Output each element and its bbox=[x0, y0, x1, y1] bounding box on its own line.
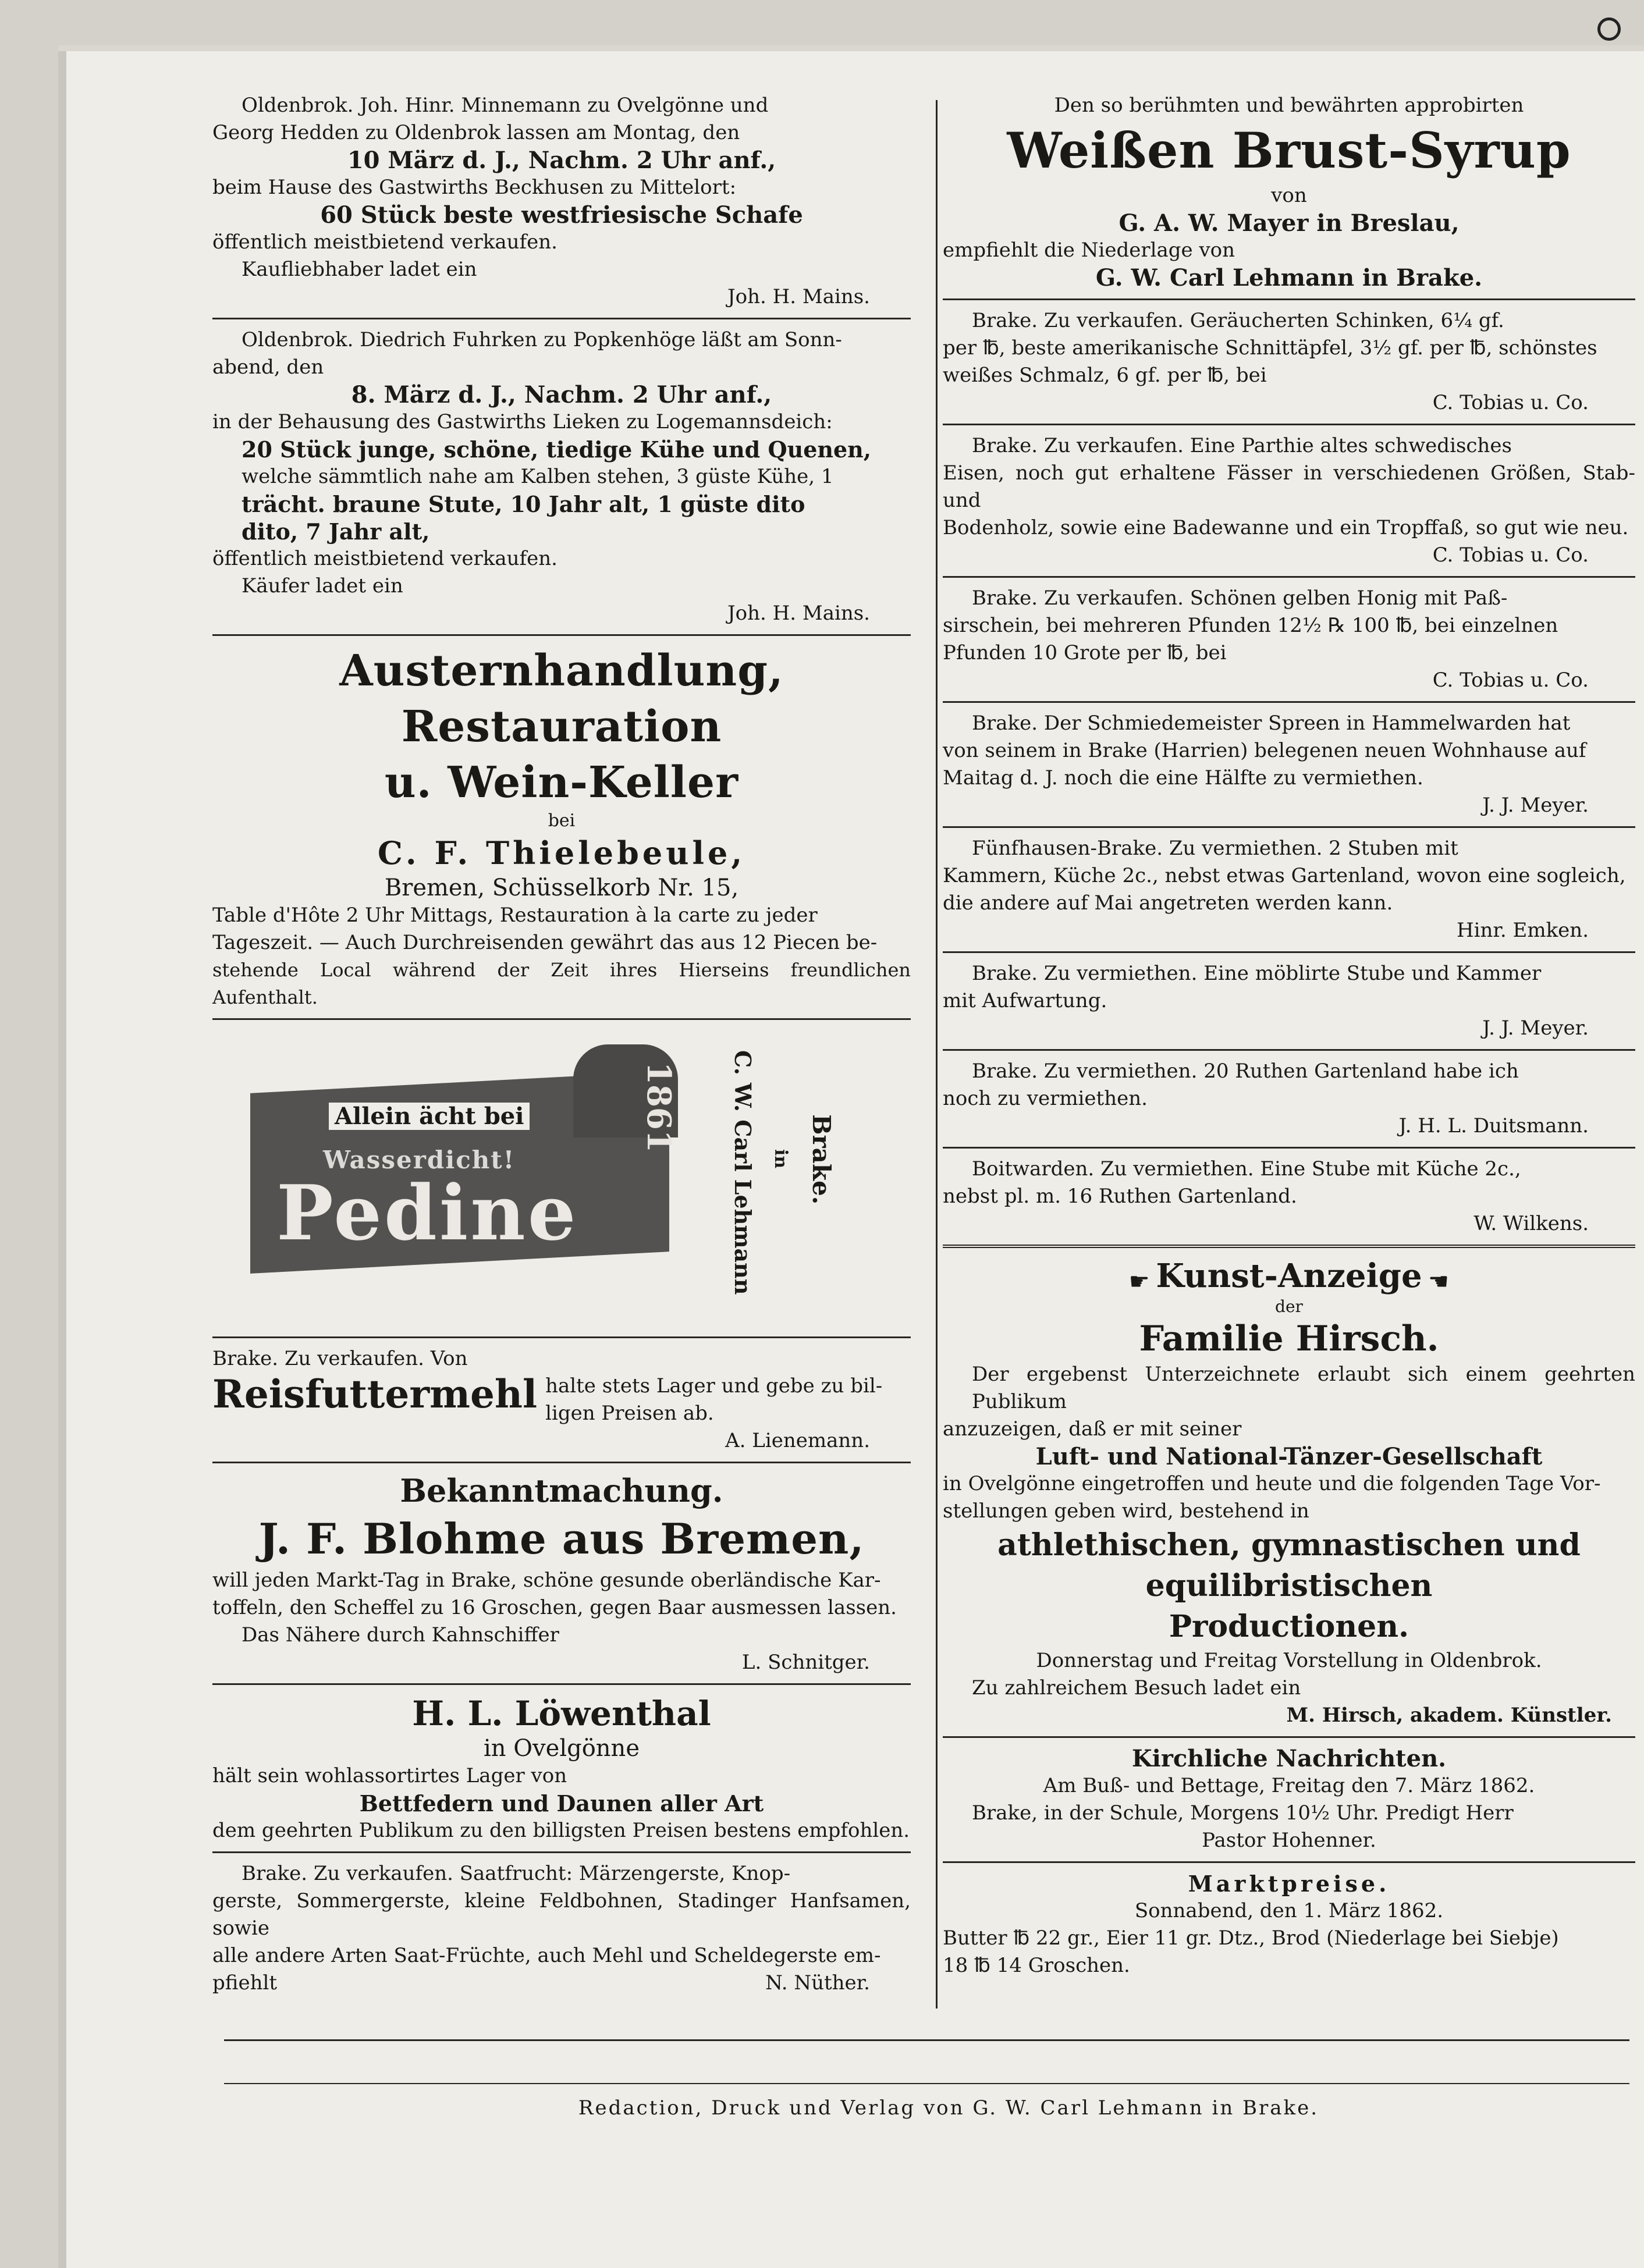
ad-signature: Hinr. Emken. bbox=[1456, 919, 1589, 942]
ad-text-line: pfiehlt bbox=[212, 1971, 277, 1995]
ad-divider bbox=[943, 1245, 1635, 1248]
ad-text-line: empfiehlt die Niederlage von bbox=[943, 239, 1235, 262]
ad-headline: J. F. Blohme aus Bremen, bbox=[258, 1514, 865, 1563]
pedine-allein-label: Allein ächt bei bbox=[329, 1103, 530, 1130]
ad-signature: W. Wilkens. bbox=[1473, 1212, 1589, 1235]
ad-text-line: Am Buß- und Bettage, Freitag den 7. März 1862. bbox=[1043, 1774, 1535, 1797]
ad-item: Bettfedern und Daunen aller Art bbox=[359, 1790, 764, 1816]
ad-text-line: in der Behausung des Gastwirths Lieken zu Logemannsdeich: bbox=[212, 410, 833, 433]
page-top-edge bbox=[58, 45, 1644, 51]
market-date: Sonnabend, den 1. März 1862. bbox=[1134, 1899, 1444, 1922]
pedine-brand-name: Pedine bbox=[276, 1168, 578, 1257]
ad-signature: J. J. Meyer. bbox=[1482, 794, 1589, 817]
ad-divider bbox=[943, 1861, 1635, 1863]
ad-text-line: bei bbox=[548, 810, 576, 831]
ad-text-line: Georg Hedden zu Oldenbrok lassen am Montag, den bbox=[212, 121, 740, 144]
ad-text-line: stellungen geben wird, bestehend in bbox=[943, 1499, 1309, 1523]
auction-item: 20 Stück junge, schöne, tiedige Kühe und Quenen, bbox=[242, 436, 872, 463]
pointing-hand-icon: ☛ bbox=[1128, 1268, 1150, 1295]
ad-text-line: nebst pl. m. 16 Ruthen Gartenland. bbox=[943, 1185, 1297, 1208]
auction-item: 60 Stück beste westfriesische Schafe bbox=[320, 201, 803, 229]
ad-signature: Joh. H. Mains. bbox=[727, 285, 870, 308]
ad-divider bbox=[943, 951, 1635, 953]
ad-headline: u. Wein-Keller bbox=[384, 758, 739, 808]
scan-corner-mark bbox=[1597, 17, 1621, 41]
ad-text-line: Brake. Zu verkaufen. Eine Parthie altes schwedisches bbox=[972, 434, 1512, 457]
ad-furnished-room bbox=[943, 960, 1635, 1042]
ad-text-line: sirschein, bei mehreren Pfunden 12½ ℞ 100 ℔, bei einzelnen bbox=[943, 614, 1558, 637]
column-divider bbox=[936, 100, 938, 2009]
ad-signature: A. Lienemann. bbox=[725, 1429, 870, 1452]
ad-address: Bremen, Schüsselkorb Nr. 15, bbox=[384, 875, 739, 901]
ad-divider bbox=[943, 424, 1635, 425]
ad-text-line: weißes Schmalz, 6 gf. per ℔, bei bbox=[943, 364, 1267, 387]
ad-signature: L. Schnitger. bbox=[741, 1651, 870, 1674]
ad-divider bbox=[212, 634, 911, 636]
ad-divider bbox=[943, 1736, 1635, 1738]
ad-text-line: Brake. Zu vermiethen. 20 Ruthen Gartenland habe ich bbox=[972, 1060, 1519, 1083]
rice-feed-word: Reisfuttermehl bbox=[212, 1371, 538, 1417]
ad-signature: C. Tobias u. Co. bbox=[1432, 391, 1589, 414]
ad-text-line: Den so berühmten und bewährten approbirten bbox=[1054, 94, 1524, 117]
ad-text-line: in Ovelgönne eingetroffen und heute und die folgenden Tage Vor- bbox=[943, 1472, 1601, 1495]
ad-troupe: Luft- und National-Tänzer-Gesellschaft bbox=[1035, 1443, 1543, 1470]
ad-text-line: abend, den bbox=[212, 356, 324, 379]
ad-text-line: ligen Preisen ab. bbox=[545, 1402, 714, 1425]
ad-text-line: Brake. Zu verkaufen. Geräucherten Schinken, 6¼ gf. bbox=[972, 309, 1504, 332]
ad-oyster-restaurant bbox=[212, 643, 911, 1011]
ad-signature: C. Tobias u. Co. bbox=[1432, 543, 1589, 567]
ad-text-line: Der ergebenst Unterzeichnete erlaubt sich einem geehrten Publikum bbox=[972, 1363, 1635, 1413]
ad-breast-syrup bbox=[943, 92, 1635, 292]
ad-text-line: Brake, in der Schule, Morgens 10½ Uhr. Predigt Herr bbox=[972, 1801, 1514, 1825]
ad-art-show bbox=[943, 1255, 1635, 1729]
ad-signature: N. Nüther. bbox=[765, 1971, 870, 1995]
ad-rice-feed bbox=[212, 1345, 911, 1455]
ad-text-line: alle andere Arten Saat-Früchte, auch Mehl und Scheldegerste em- bbox=[212, 1944, 881, 1967]
ad-family-name: Familie Hirsch. bbox=[1139, 1318, 1439, 1359]
ad-text-line: Käufer ladet ein bbox=[242, 574, 403, 598]
auction-item: trächt. braune Stute, 10 Jahr alt, 1 güste dito bbox=[242, 491, 805, 517]
ad-headline: Austernhandlung, Restauration bbox=[339, 646, 784, 752]
ad-text-line: Maitag d. J. noch die eine Hälfte zu vermiethen. bbox=[943, 766, 1423, 790]
page-left-edge bbox=[58, 45, 66, 2268]
ad-divider bbox=[212, 1462, 911, 1463]
left-column bbox=[212, 92, 911, 1997]
ad-seed-grain bbox=[212, 1860, 911, 1997]
ad-divider bbox=[212, 1018, 911, 1020]
ad-divider bbox=[943, 298, 1635, 300]
ad-text-line: Kammern, Küche 2c., nebst etwas Gartenland, wovon eine sogleich, bbox=[943, 864, 1626, 887]
section-title: Kirchliche Nachrichten. bbox=[1131, 1745, 1447, 1772]
ad-text-line: von bbox=[1271, 184, 1307, 207]
ad-garden-land bbox=[943, 1058, 1635, 1140]
footer-imprint: Redaction, Druck und Verlag von G. W. Carl Lehmann in Brake. bbox=[578, 2096, 1319, 2120]
ad-text-line: Brake. Zu verkaufen. Schönen gelben Honig mit Paß- bbox=[972, 586, 1508, 610]
ad-text-line: Brake. Zu vermiethen. Eine möblirte Stube und Kammer bbox=[972, 962, 1542, 985]
church-news bbox=[943, 1745, 1635, 1854]
ad-acts: Productionen. bbox=[1169, 1609, 1409, 1644]
ad-divider bbox=[943, 1049, 1635, 1051]
ad-divider bbox=[943, 826, 1635, 828]
ad-text-line: dem geehrten Publikum zu den billigsten Preisen bestens empfohlen. bbox=[212, 1819, 910, 1842]
ad-divider bbox=[943, 576, 1635, 578]
ad-signature: J. H. L. Duitsmann. bbox=[1398, 1114, 1589, 1137]
ad-text-line: von seinem in Brake (Harrien) belegenen neuen Wohnhause auf bbox=[943, 739, 1586, 762]
proprietor-name: C. F. Thielebeule, bbox=[377, 834, 746, 872]
pedine-dealer: C. W. Carl Lehmann bbox=[730, 1050, 756, 1295]
auction-date: 10 März d. J., Nachm. 2 Uhr anf., bbox=[347, 147, 776, 174]
ad-signature: Joh. H. Mains. bbox=[727, 602, 870, 625]
right-column bbox=[943, 92, 1635, 1979]
ad-headline: H. L. Löwenthal bbox=[412, 1694, 711, 1733]
ad-loewenthal bbox=[212, 1692, 911, 1844]
ad-text-line: öffentlich meistbietend verkaufen. bbox=[212, 547, 558, 570]
ad-signature: M. Hirsch, akadem. Künstler. bbox=[1286, 1704, 1612, 1727]
rice-feed-text bbox=[545, 1373, 882, 1427]
ad-divider bbox=[943, 1147, 1635, 1149]
ad-text-line: toffeln, den Scheffel zu 16 Groschen, gegen Baar ausmessen lassen. bbox=[212, 1596, 897, 1619]
ad-headline: Weißen Brust-Syrup bbox=[1007, 122, 1571, 179]
ad-text-line: halte stets Lager und gebe zu bil- bbox=[545, 1374, 883, 1398]
ad-text-line: hält sein wohlassortirtes Lager von bbox=[212, 1764, 567, 1787]
ad-text-line: Pastor Hohenner. bbox=[1202, 1829, 1376, 1852]
ad-text-line: Eisen, noch gut erhaltene Fässer in verschiedenen Größen, Stab- und bbox=[943, 461, 1635, 512]
ad-text-line: Tageszeit. — Auch Durchreisenden gewährt das aus 12 Piecen be- bbox=[212, 931, 878, 954]
ad-text-line: will jeden Markt-Tag in Brake, schöne gesunde oberländische Kar- bbox=[212, 1569, 881, 1592]
ad-text-line: Pfunden 10 Grote per ℔, bei bbox=[943, 641, 1227, 664]
ad-divider bbox=[212, 318, 911, 319]
market-prices bbox=[943, 1870, 1635, 1979]
ad-divider bbox=[212, 1851, 911, 1853]
ad-text-line: Das Nähere durch Kahnschiffer bbox=[242, 1623, 559, 1647]
ad-sheep-auction bbox=[212, 92, 911, 311]
ad-text-line: Oldenbrok. Diedrich Fuhrken zu Popkenhöge läßt am Sonn- bbox=[242, 328, 842, 351]
section-title: Marktpreise. bbox=[1188, 1871, 1390, 1897]
pointing-hand-icon: ☛ bbox=[1428, 1268, 1450, 1295]
ad-text-line: welche sämmtlich nahe am Kalben stehen, 3 güste Kühe, 1 bbox=[242, 465, 834, 488]
ad-house-rent bbox=[943, 710, 1635, 819]
pedine-dealer-place: Brake. bbox=[807, 1114, 836, 1205]
footer-rule bbox=[224, 2083, 1629, 2084]
ad-text-line: Donnerstag und Freitag Vorstellung in Oldenbrok. bbox=[1036, 1649, 1542, 1672]
ad-text-line: Brake. Der Schmiedemeister Spreen in Hammelwarden hat bbox=[972, 712, 1571, 735]
pedine-waterproof-label: Wasserdicht! bbox=[323, 1146, 516, 1174]
ad-text-line: Brake. Zu verkaufen. Saatfrucht: Märzengerste, Knop- bbox=[242, 1862, 791, 1885]
ad-signature: C. Tobias u. Co. bbox=[1432, 669, 1589, 692]
ad-text-line: anzuzeigen, daß er mit seiner bbox=[943, 1417, 1242, 1441]
ad-text-line: 18 ℔ 14 Groschen. bbox=[943, 1954, 1130, 1977]
ad-cattle-auction bbox=[212, 326, 911, 627]
auction-item: dito, 7 Jahr alt, bbox=[242, 518, 430, 545]
ad-text-line: Bodenholz, sowie eine Badewanne und ein Tropffaß, so gut wie neu. bbox=[943, 516, 1629, 539]
ad-text-line: Fünfhausen-Brake. Zu vermiethen. 2 Stuben mit bbox=[972, 837, 1458, 860]
ad-acts: athlethischen, gymnastischen und equilibristischen bbox=[997, 1527, 1581, 1604]
ad-divider bbox=[943, 701, 1635, 703]
ad-text-line: Zu zahlreichem Besuch ladet ein bbox=[972, 1676, 1301, 1700]
ad-text-line: der bbox=[1275, 1297, 1303, 1316]
ad-blohme bbox=[212, 1470, 911, 1676]
ad-text-line: stehende Local während der Zeit ihres Hierseins freundlichen Aufenthalt. bbox=[212, 959, 911, 1008]
ad-boitwarden bbox=[943, 1156, 1635, 1238]
ad-divider bbox=[212, 1336, 911, 1338]
pedine-dealer-in: in bbox=[770, 1149, 791, 1169]
ad-headline: Kunst-Anzeige bbox=[1156, 1257, 1422, 1295]
ad-text-line: gerste, Sommergerste, kleine Feldbohnen, Stadinger Hanfsamen, sowie bbox=[212, 1889, 911, 1940]
ad-text-line: noch zu vermiethen. bbox=[943, 1087, 1148, 1110]
ad-text-line: Kaufliebhaber ladet ein bbox=[242, 258, 477, 281]
ad-place: in Ovelgönne bbox=[483, 1735, 640, 1762]
ad-text-line: die andere auf Mai angetreten werden kann. bbox=[943, 891, 1393, 915]
ad-ham bbox=[943, 307, 1635, 417]
rice-feed-row bbox=[212, 1373, 911, 1427]
ad-text-line: Table d'Hôte 2 Uhr Mittags, Restauration à la carte zu jeder bbox=[212, 904, 818, 927]
ad-maker: G. A. W. Mayer in Breslau, bbox=[1119, 209, 1460, 237]
ad-text-line: per ℔, beste amerikanische Schnittäpfel, 3½ gf. per ℔, schönstes bbox=[943, 336, 1597, 360]
ad-text-line: Butter ℔ 22 gr., Eier 11 gr. Dtz., Brod (Niederlage bei Siebje) bbox=[943, 1926, 1559, 1950]
ad-text-line: Oldenbrok. Joh. Hinr. Minnemann zu Ovelgönne und bbox=[242, 94, 769, 117]
footer-rule bbox=[224, 2039, 1629, 2041]
ad-headline: Bekanntmachung. bbox=[400, 1472, 723, 1509]
ad-text-line: beim Hause des Gastwirths Beckhusen zu Mittelort: bbox=[212, 176, 737, 199]
ad-text-line: öffentlich meistbietend verkaufen. bbox=[212, 230, 558, 254]
ad-signature: J. J. Meyer. bbox=[1482, 1016, 1589, 1040]
pedine-year: 1861 bbox=[640, 1062, 678, 1153]
ad-pedine bbox=[212, 1027, 911, 1329]
auction-date: 8. März d. J., Nachm. 2 Uhr anf., bbox=[351, 381, 772, 408]
ad-honey bbox=[943, 585, 1635, 694]
ad-text-line: mit Aufwartung. bbox=[943, 989, 1107, 1012]
ad-divider bbox=[212, 1683, 911, 1685]
ad-agent: G. W. Carl Lehmann in Brake. bbox=[1095, 264, 1483, 292]
ad-rooms-rent bbox=[943, 835, 1635, 944]
ad-iron bbox=[943, 432, 1635, 569]
ad-text-line: Boitwarden. Zu vermiethen. Eine Stube mit Küche 2c., bbox=[972, 1157, 1521, 1181]
ad-text-line: Brake. Zu verkaufen. Von bbox=[212, 1347, 468, 1370]
